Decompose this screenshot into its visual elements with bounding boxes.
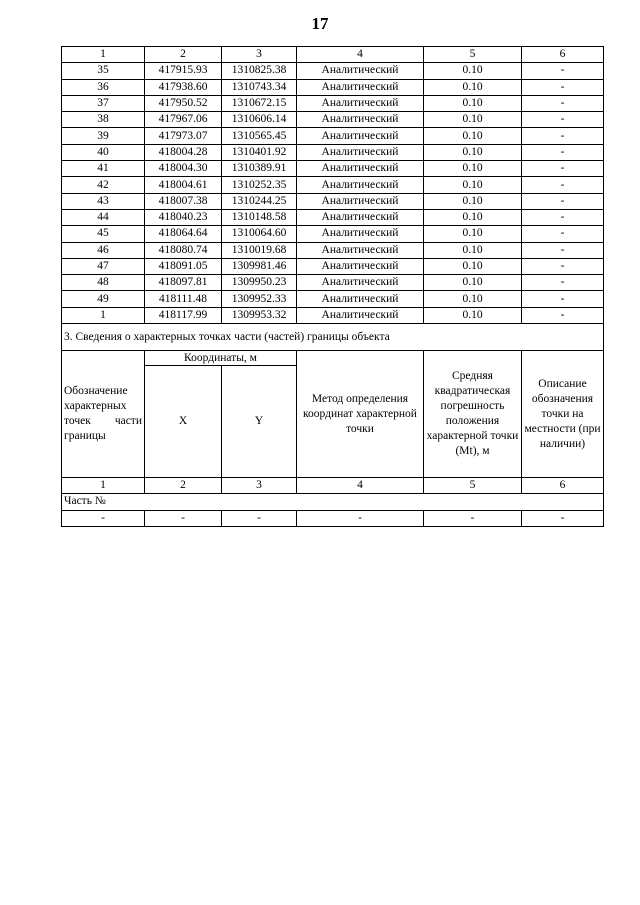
table-cell: 1309952.33 (222, 291, 297, 307)
table-cell: 418040.23 (145, 209, 222, 225)
header-y: Y (222, 366, 297, 478)
section-title: 3. Сведения о характерных точках части (частей) границы объекта (62, 324, 604, 351)
table-cell: 0.10 (424, 95, 522, 111)
table-cell: 1309950.23 (222, 275, 297, 291)
table-cell: - (62, 510, 145, 526)
table-cell: 1310825.38 (222, 63, 297, 79)
table-cell: 1309953.32 (222, 307, 297, 323)
table-cell: 42 (62, 177, 145, 193)
table-cell: 417938.60 (145, 79, 222, 95)
table-cell: 35 (62, 63, 145, 79)
column-number: 4 (297, 47, 424, 63)
table-row (62, 79, 604, 95)
table-cell: Аналитический (297, 291, 424, 307)
table-cell: - (522, 307, 604, 323)
table-cell: 40 (62, 144, 145, 160)
table-cell: 1310244.25 (222, 193, 297, 209)
table-row (62, 275, 604, 291)
table-row (62, 112, 604, 128)
column-number: 6 (522, 47, 604, 63)
table-row (62, 63, 604, 79)
table-cell: - (522, 242, 604, 258)
table-cell: - (522, 144, 604, 160)
table-row (62, 128, 604, 144)
table-cell: 418117.99 (145, 307, 222, 323)
header-coordinates: Координаты, м (145, 351, 297, 366)
table-cell: 1310743.34 (222, 79, 297, 95)
table-cell: 1310672.15 (222, 95, 297, 111)
table-cell: 45 (62, 226, 145, 242)
table-cell: 0.10 (424, 258, 522, 274)
table-cell: - (522, 112, 604, 128)
table-cell: 0.10 (424, 275, 522, 291)
table-cell: - (522, 177, 604, 193)
table-cell: Аналитический (297, 258, 424, 274)
table-cell: 418004.61 (145, 177, 222, 193)
column-number: 3 (222, 47, 297, 63)
table-cell: 41 (62, 161, 145, 177)
table-cell: - (522, 128, 604, 144)
column-number: 5 (424, 47, 522, 63)
table-cell: 417967.06 (145, 112, 222, 128)
table-cell: 0.10 (424, 193, 522, 209)
table-cell: - (522, 291, 604, 307)
table-cell: - (522, 258, 604, 274)
column-number: 2 (145, 478, 222, 494)
section-header-row (62, 351, 604, 366)
table-cell: 1 (62, 307, 145, 323)
table-cell: 1310606.14 (222, 112, 297, 128)
table-cell: 418080.74 (145, 242, 222, 258)
column-number: 1 (62, 47, 145, 63)
table-row (62, 510, 604, 526)
table-cell: 0.10 (424, 112, 522, 128)
part-label-row (62, 494, 604, 510)
column-number: 4 (297, 478, 424, 494)
table-row (62, 177, 604, 193)
table-row (62, 161, 604, 177)
header-error: Средняя квадратическая погрешность положения характерной точки (Mt), м (424, 351, 522, 478)
table-row (62, 193, 604, 209)
table-cell: 0.10 (424, 128, 522, 144)
table-cell: Аналитический (297, 177, 424, 193)
table-cell: - (522, 510, 604, 526)
table-row (62, 242, 604, 258)
header-point-name: Обозначение характерных точек части границы (64, 385, 142, 443)
table-cell: 1310401.92 (222, 144, 297, 160)
table-cell: Аналитический (297, 307, 424, 323)
header-method: Метод определения координат характерной точки (297, 351, 424, 478)
column-number: 5 (424, 478, 522, 494)
table-row (62, 226, 604, 242)
table-cell: 418064.64 (145, 226, 222, 242)
column-number: 3 (222, 478, 297, 494)
table-cell: 0.10 (424, 291, 522, 307)
table-cell: - (424, 510, 522, 526)
column-number: 2 (145, 47, 222, 63)
table-cell: 0.10 (424, 144, 522, 160)
table-row (62, 209, 604, 225)
table-cell: 44 (62, 209, 145, 225)
table-cell: 43 (62, 193, 145, 209)
table-cell: 1309981.46 (222, 258, 297, 274)
table-cell: - (522, 209, 604, 225)
table-cell: 38 (62, 112, 145, 128)
column-number: 6 (522, 478, 604, 494)
table-cell: - (297, 510, 424, 526)
table-cell: 417973.07 (145, 128, 222, 144)
table-cell: 36 (62, 79, 145, 95)
section-column-numbers-row (62, 478, 604, 494)
table-cell: - (522, 193, 604, 209)
table-cell: 0.10 (424, 226, 522, 242)
table-cell: Аналитический (297, 128, 424, 144)
table-cell: 46 (62, 242, 145, 258)
table-cell: 418004.30 (145, 161, 222, 177)
coordinates-table (61, 46, 604, 527)
table-cell: 417950.52 (145, 95, 222, 111)
table-cell: Аналитический (297, 63, 424, 79)
table-cell: - (522, 226, 604, 242)
table-cell: Аналитический (297, 112, 424, 128)
table-cell: 0.10 (424, 209, 522, 225)
table-cell: 0.10 (424, 242, 522, 258)
table-cell: 1310565.45 (222, 128, 297, 144)
table-cell: Аналитический (297, 95, 424, 111)
part-label: Часть № (62, 494, 604, 510)
table-cell: - (145, 510, 222, 526)
table-row (62, 307, 604, 323)
table-cell: - (522, 161, 604, 177)
table-cell: - (522, 79, 604, 95)
table-cell: Аналитический (297, 226, 424, 242)
table-cell: 1310064.60 (222, 226, 297, 242)
table-cell: - (522, 275, 604, 291)
table-row (62, 291, 604, 307)
table-cell: 0.10 (424, 79, 522, 95)
table-cell: - (522, 63, 604, 79)
table-cell: Аналитический (297, 275, 424, 291)
table-row (62, 95, 604, 111)
table-cell: 49 (62, 291, 145, 307)
table-cell: Аналитический (297, 144, 424, 160)
table-cell: 39 (62, 128, 145, 144)
table-cell: 418097.81 (145, 275, 222, 291)
table-cell: Аналитический (297, 161, 424, 177)
table-cell: 0.10 (424, 63, 522, 79)
table-cell: - (522, 95, 604, 111)
table-row (62, 258, 604, 274)
table-cell: 47 (62, 258, 145, 274)
section-title-row (62, 324, 604, 351)
table-cell: 0.10 (424, 161, 522, 177)
column-number: 1 (62, 478, 145, 494)
column-numbers-row (62, 47, 604, 63)
table-cell: 418091.05 (145, 258, 222, 274)
table-cell: Аналитический (297, 79, 424, 95)
table-cell: 37 (62, 95, 145, 111)
page-number: 17 (311, 14, 329, 33)
table-cell: 0.10 (424, 307, 522, 323)
table-cell: 0.10 (424, 177, 522, 193)
table-cell: 418007.38 (145, 193, 222, 209)
table-cell: - (222, 510, 297, 526)
table-cell: 418111.48 (145, 291, 222, 307)
table-cell: 1310019.68 (222, 242, 297, 258)
table-cell: Аналитический (297, 242, 424, 258)
table-cell: 1310148.58 (222, 209, 297, 225)
table-cell: 1310252.35 (222, 177, 297, 193)
header-description: Описание обозначения точки на местности (при наличии) (522, 351, 604, 478)
table-cell: 417915.93 (145, 63, 222, 79)
table-cell: 1310389.91 (222, 161, 297, 177)
table-cell: 48 (62, 275, 145, 291)
table-cell: 418004.28 (145, 144, 222, 160)
header-x: X (145, 366, 222, 478)
table-row (62, 144, 604, 160)
table-cell: Аналитический (297, 193, 424, 209)
table-cell: Аналитический (297, 209, 424, 225)
